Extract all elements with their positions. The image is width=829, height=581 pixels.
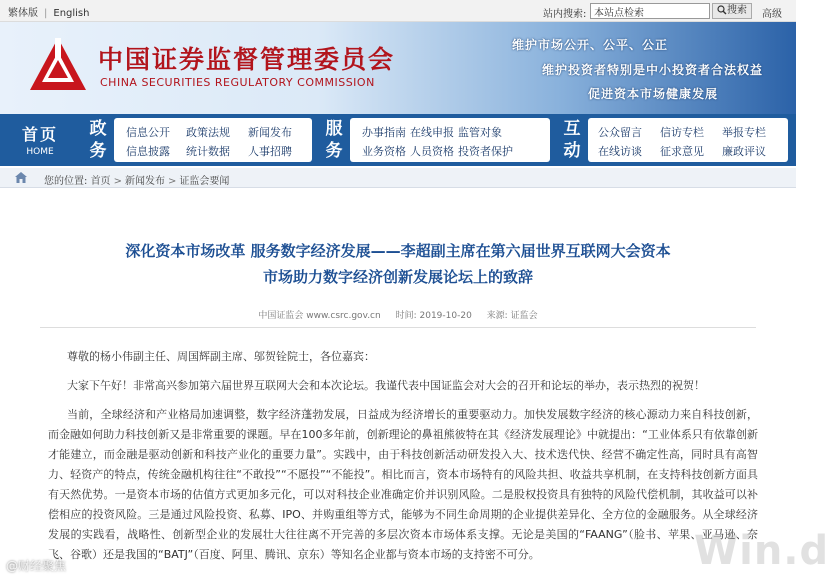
nav-link-regulated-entities[interactable]: 监管对象 [458, 126, 502, 139]
breadcrumb-prefix: 您的位置: [44, 176, 88, 187]
article-meta-time: 时间: 2019-10-20 [395, 311, 472, 321]
article-meta [0, 308, 796, 321]
language-switcher [8, 4, 89, 19]
nav-link-business-qualification[interactable]: 业务资格 [362, 145, 406, 158]
nav-category-affairs-char1: 政 [89, 119, 107, 139]
nav-category-interaction-char1: 互 [563, 119, 581, 139]
slogan-line-1: 维护市场公开、公平、公正 [512, 38, 669, 52]
nav-category-interaction-char2: 动 [563, 141, 581, 161]
search-button[interactable] [712, 3, 752, 19]
search-icon [717, 5, 727, 15]
nav-link-personnel-qualification[interactable]: 人员资格 [410, 145, 454, 158]
meta-divider [40, 327, 756, 328]
breadcrumb-current[interactable]: 证监会要闻 [179, 176, 230, 187]
breadcrumb-home[interactable]: 首页 [90, 176, 111, 187]
nav-link-report[interactable]: 举报专栏 [722, 126, 766, 139]
nav-link-statistics[interactable]: 统计数据 [186, 145, 230, 158]
article-greeting: 尊敬的杨小伟副主任、周国辉副主席、邬贺铨院士，各位嘉宾： [67, 350, 375, 363]
breadcrumb-bar [0, 168, 796, 188]
slogan-line-3: 促进资本市场健康发展 [588, 87, 719, 101]
nav-panel-affairs [114, 118, 312, 162]
nav-link-info-public[interactable]: 信息公开 [126, 126, 170, 139]
nav-link-online-filing[interactable]: 在线申报 [410, 126, 454, 139]
nav-category-interaction [558, 118, 586, 162]
nav-category-affairs-char2: 务 [89, 141, 107, 161]
breadcrumb-news[interactable]: 新闻发布 [124, 176, 165, 187]
site-search-label: 站内搜索: [543, 9, 587, 20]
site-title-en: CHINA SECURITIES REGULATORY COMMISSION [100, 76, 375, 89]
advanced-search-link[interactable]: 高级 [762, 9, 782, 20]
nav-panel-service [350, 118, 550, 162]
nav-link-integrity-review[interactable]: 廉政评议 [722, 145, 766, 158]
search-button-label: 搜索 [727, 5, 747, 16]
nav-link-news-release[interactable]: 新闻发布 [248, 126, 292, 139]
nav-category-affairs [84, 118, 112, 162]
article-title-line-1: 深化资本市场改革 服务数字经济发展——李超副主席在第六届世界互联网大会资本 [125, 242, 671, 260]
nav-panel-interaction [588, 118, 788, 162]
slogan-line-2: 维护投资者特别是中小投资者合法权益 [542, 63, 764, 77]
nav-link-petition[interactable]: 信访专栏 [660, 126, 704, 139]
article-intro: 大家下午好！非常高兴参加第六届世界互联网大会和本次论坛。我谨代表中国证监会对大会的召开和论坛的举办，表示热烈的祝贺！ [67, 379, 705, 392]
breadcrumb-separator: > [113, 176, 122, 187]
article-body-paragraph: 当前，全球经济和产业格局加速调整，数字经济蓬勃发展，日益成为经济增长的重要驱动力。加快发展数字经济的核心源动力来自科技创新，而金融如何助力科技创新又是非常重要的课题。早在100多年前，创新理论的鼻祖熊彼特在其《经济发展理论》中就提出：“工业体系只有依靠创新才能建立，而金融是驱动创新和科技产业化的重要力量”。实践中，由于科技创新活动研发投入大、技术迭代快、经营不确定性高，同时具有高智力、轻资产的特点，传统金融机构往往“不敢投”“不愿投”“不能投”。相比而言，资本市场特有的风险共担、收益共享机制，在支持科技创新方面具有天然优势。一是资本市场的估值方式更加多元化，可以对科技企业准确定价并识别风险。二是股权投资具有独特的风险代偿机制，其收益可以补偿相应的投资风险。三是通过风险投资、私募、IPO、并购重组等方式，能够为不同生命周期的企业提供差异化、全方位的金融服务。从全球经济发展的实践看，战略性、创新型企业的发展壮大往往离不开完善的多层次资本市场体系支撑。无论是美国的“FAANG”（脸书、苹果、亚马逊、奈飞、谷歌）还是我国的“BATJ”（百度、阿里、腾讯、京东）等知名企业都与资本市场的支持密不可分。 [48, 408, 758, 561]
nav-link-disclosure[interactable]: 信息披露 [126, 145, 170, 158]
csrc-logo-icon[interactable] [28, 36, 88, 94]
breadcrumb-separator: > [167, 176, 177, 187]
top-utility-bar [0, 0, 796, 22]
nav-home-label-en: HOME [26, 147, 54, 157]
nav-link-public-message[interactable]: 公众留言 [598, 126, 642, 139]
nav-home-label: 首页 [21, 125, 58, 144]
breadcrumb [44, 172, 229, 187]
home-icon[interactable] [14, 171, 28, 184]
lang-english-link[interactable]: English [53, 8, 90, 19]
watermark-right: Win.d [694, 528, 829, 574]
main-navigation [0, 114, 796, 166]
nav-link-recruitment[interactable]: 人事招聘 [248, 145, 292, 158]
nav-home-link[interactable] [8, 120, 72, 162]
article-meta-site: 中国证监会 www.csrc.gov.cn [258, 311, 381, 321]
nav-category-service-char2: 务 [325, 141, 343, 161]
nav-category-service-char1: 服 [325, 119, 343, 139]
nav-link-online-interview[interactable]: 在线访谈 [598, 145, 642, 158]
site-search-input[interactable] [590, 3, 710, 19]
nav-link-guide[interactable]: 办事指南 [362, 126, 406, 139]
article-title-line-2: 市场助力数字经济创新发展论坛上的致辞 [262, 268, 533, 286]
watermark-left: @财经聚焦 [6, 559, 67, 573]
nav-link-solicit-opinions[interactable]: 征求意见 [660, 145, 704, 158]
nav-link-investor-protection[interactable]: 投资者保护 [458, 145, 513, 158]
site-title-zh[interactable]: 中国证券监督管理委员会 [98, 45, 396, 74]
nav-category-service [320, 118, 348, 162]
article-meta-source: 来源: 证监会 [486, 311, 538, 321]
lang-divider: | [44, 8, 48, 19]
lang-traditional-link[interactable]: 繁体版 [8, 8, 38, 19]
nav-link-policies[interactable]: 政策法规 [186, 126, 230, 139]
site-banner [0, 22, 796, 114]
